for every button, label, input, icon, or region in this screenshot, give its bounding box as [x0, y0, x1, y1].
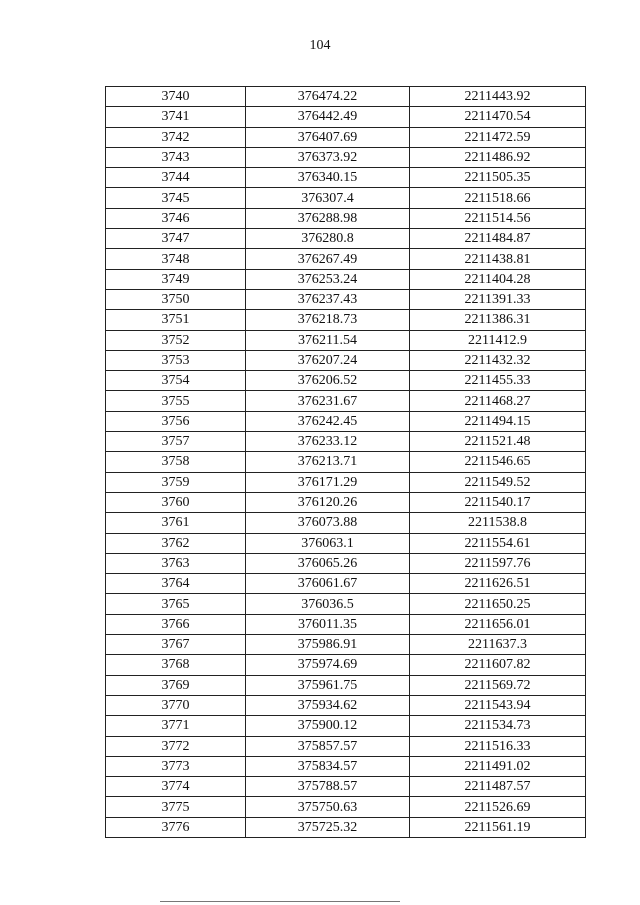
- x-coordinate-cell: 376011.35: [246, 614, 410, 634]
- point-number-cell: 3766: [106, 614, 246, 634]
- y-coordinate-cell: 2211656.01: [410, 614, 586, 634]
- point-number-cell: 3753: [106, 350, 246, 370]
- x-coordinate-cell: 376061.67: [246, 574, 410, 594]
- y-coordinate-cell: 2211518.66: [410, 188, 586, 208]
- y-coordinate-cell: 2211438.81: [410, 249, 586, 269]
- point-number-cell: 3763: [106, 553, 246, 573]
- x-coordinate-cell: 376065.26: [246, 553, 410, 573]
- y-coordinate-cell: 2211546.65: [410, 452, 586, 472]
- x-coordinate-cell: 375834.57: [246, 756, 410, 776]
- table-row: [106, 513, 586, 533]
- table-row: [106, 350, 586, 370]
- x-coordinate-cell: 376211.54: [246, 330, 410, 350]
- table-row: [106, 371, 586, 391]
- table-row: [106, 797, 586, 817]
- x-coordinate-cell: 375750.63: [246, 797, 410, 817]
- x-coordinate-cell: 376280.8: [246, 229, 410, 249]
- x-coordinate-cell: 376233.12: [246, 432, 410, 452]
- point-number-cell: 3769: [106, 675, 246, 695]
- point-number-cell: 3741: [106, 107, 246, 127]
- table-row: [106, 452, 586, 472]
- point-number-cell: 3755: [106, 391, 246, 411]
- x-coordinate-cell: 376474.22: [246, 87, 410, 107]
- table-row: [106, 756, 586, 776]
- x-coordinate-cell: 376288.98: [246, 208, 410, 228]
- page-number: 104: [309, 38, 331, 53]
- table-row: [106, 107, 586, 127]
- x-coordinate-cell: 376267.49: [246, 249, 410, 269]
- point-number-cell: 3744: [106, 168, 246, 188]
- x-coordinate-cell: 376036.5: [246, 594, 410, 614]
- x-coordinate-cell: 376063.1: [246, 533, 410, 553]
- bottom-divider: [160, 901, 400, 902]
- table-row: [106, 635, 586, 655]
- table-row: [106, 574, 586, 594]
- table-row: [106, 533, 586, 553]
- point-number-cell: 3767: [106, 635, 246, 655]
- y-coordinate-cell: 2211561.19: [410, 817, 586, 837]
- x-coordinate-cell: 376213.71: [246, 452, 410, 472]
- point-number-cell: 3745: [106, 188, 246, 208]
- y-coordinate-cell: 2211432.32: [410, 350, 586, 370]
- table-row: [106, 188, 586, 208]
- y-coordinate-cell: 2211540.17: [410, 492, 586, 512]
- point-number-cell: 3742: [106, 127, 246, 147]
- table-row: [106, 614, 586, 634]
- point-number-cell: 3746: [106, 208, 246, 228]
- point-number-cell: 3752: [106, 330, 246, 350]
- table-row: [106, 269, 586, 289]
- point-number-cell: 3775: [106, 797, 246, 817]
- y-coordinate-cell: 2211514.56: [410, 208, 586, 228]
- coordinates-table-body: [106, 87, 586, 838]
- point-number-cell: 3750: [106, 289, 246, 309]
- table-row: [106, 553, 586, 573]
- point-number-cell: 3759: [106, 472, 246, 492]
- point-number-cell: 3760: [106, 492, 246, 512]
- x-coordinate-cell: 375986.91: [246, 635, 410, 655]
- table-row: [106, 492, 586, 512]
- y-coordinate-cell: 2211569.72: [410, 675, 586, 695]
- x-coordinate-cell: 376242.45: [246, 411, 410, 431]
- x-coordinate-cell: 376340.15: [246, 168, 410, 188]
- point-number-cell: 3774: [106, 777, 246, 797]
- y-coordinate-cell: 2211521.48: [410, 432, 586, 452]
- point-number-cell: 3762: [106, 533, 246, 553]
- point-number-cell: 3776: [106, 817, 246, 837]
- point-number-cell: 3740: [106, 87, 246, 107]
- y-coordinate-cell: 2211597.76: [410, 553, 586, 573]
- x-coordinate-cell: 376231.67: [246, 391, 410, 411]
- table-row: [106, 168, 586, 188]
- y-coordinate-cell: 2211650.25: [410, 594, 586, 614]
- y-coordinate-cell: 2211505.35: [410, 168, 586, 188]
- x-coordinate-cell: 375788.57: [246, 777, 410, 797]
- table-row: [106, 472, 586, 492]
- point-number-cell: 3771: [106, 716, 246, 736]
- y-coordinate-cell: 2211386.31: [410, 310, 586, 330]
- point-number-cell: 3772: [106, 736, 246, 756]
- table-row: [106, 87, 586, 107]
- x-coordinate-cell: 376407.69: [246, 127, 410, 147]
- y-coordinate-cell: 2211554.61: [410, 533, 586, 553]
- point-number-cell: 3754: [106, 371, 246, 391]
- x-coordinate-cell: 376207.24: [246, 350, 410, 370]
- x-coordinate-cell: 376442.49: [246, 107, 410, 127]
- point-number-cell: 3761: [106, 513, 246, 533]
- y-coordinate-cell: 2211472.59: [410, 127, 586, 147]
- x-coordinate-cell: 376206.52: [246, 371, 410, 391]
- point-number-cell: 3747: [106, 229, 246, 249]
- y-coordinate-cell: 2211526.69: [410, 797, 586, 817]
- table-row: [106, 777, 586, 797]
- table-row: [106, 432, 586, 452]
- y-coordinate-cell: 2211494.15: [410, 411, 586, 431]
- x-coordinate-cell: 375961.75: [246, 675, 410, 695]
- x-coordinate-cell: 375974.69: [246, 655, 410, 675]
- x-coordinate-cell: 375857.57: [246, 736, 410, 756]
- x-coordinate-cell: 375934.62: [246, 695, 410, 715]
- y-coordinate-cell: 2211455.33: [410, 371, 586, 391]
- x-coordinate-cell: 376073.88: [246, 513, 410, 533]
- y-coordinate-cell: 2211484.87: [410, 229, 586, 249]
- table-row: [106, 147, 586, 167]
- x-coordinate-cell: 376373.92: [246, 147, 410, 167]
- y-coordinate-cell: 2211391.33: [410, 289, 586, 309]
- table-row: [106, 736, 586, 756]
- y-coordinate-cell: 2211534.73: [410, 716, 586, 736]
- x-coordinate-cell: 376307.4: [246, 188, 410, 208]
- point-number-cell: 3764: [106, 574, 246, 594]
- table-row: [106, 716, 586, 736]
- point-number-cell: 3751: [106, 310, 246, 330]
- table-row: [106, 695, 586, 715]
- x-coordinate-cell: 376218.73: [246, 310, 410, 330]
- x-coordinate-cell: 376237.43: [246, 289, 410, 309]
- point-number-cell: 3748: [106, 249, 246, 269]
- x-coordinate-cell: 375725.32: [246, 817, 410, 837]
- table-row: [106, 411, 586, 431]
- table-row: [106, 310, 586, 330]
- x-coordinate-cell: 376171.29: [246, 472, 410, 492]
- point-number-cell: 3749: [106, 269, 246, 289]
- point-number-cell: 3743: [106, 147, 246, 167]
- table-row: [106, 655, 586, 675]
- table-row: [106, 675, 586, 695]
- point-number-cell: 3757: [106, 432, 246, 452]
- coordinates-table: [105, 86, 586, 838]
- table-row: [106, 229, 586, 249]
- y-coordinate-cell: 2211549.52: [410, 472, 586, 492]
- point-number-cell: 3765: [106, 594, 246, 614]
- y-coordinate-cell: 2211538.8: [410, 513, 586, 533]
- x-coordinate-cell: 376120.26: [246, 492, 410, 512]
- table-row: [106, 817, 586, 837]
- y-coordinate-cell: 2211626.51: [410, 574, 586, 594]
- table-row: [106, 289, 586, 309]
- y-coordinate-cell: 2211486.92: [410, 147, 586, 167]
- y-coordinate-cell: 2211404.28: [410, 269, 586, 289]
- y-coordinate-cell: 2211412.9: [410, 330, 586, 350]
- point-number-cell: 3770: [106, 695, 246, 715]
- x-coordinate-cell: 375900.12: [246, 716, 410, 736]
- table-row: [106, 330, 586, 350]
- y-coordinate-cell: 2211543.94: [410, 695, 586, 715]
- table-row: [106, 391, 586, 411]
- point-number-cell: 3758: [106, 452, 246, 472]
- table-row: [106, 208, 586, 228]
- point-number-cell: 3773: [106, 756, 246, 776]
- table-row: [106, 127, 586, 147]
- y-coordinate-cell: 2211468.27: [410, 391, 586, 411]
- y-coordinate-cell: 2211443.92: [410, 87, 586, 107]
- table-row: [106, 594, 586, 614]
- point-number-cell: 3756: [106, 411, 246, 431]
- y-coordinate-cell: 2211487.57: [410, 777, 586, 797]
- y-coordinate-cell: 2211470.54: [410, 107, 586, 127]
- y-coordinate-cell: 2211491.02: [410, 756, 586, 776]
- x-coordinate-cell: 376253.24: [246, 269, 410, 289]
- y-coordinate-cell: 2211637.3: [410, 635, 586, 655]
- y-coordinate-cell: 2211607.82: [410, 655, 586, 675]
- y-coordinate-cell: 2211516.33: [410, 736, 586, 756]
- table-row: [106, 249, 586, 269]
- point-number-cell: 3768: [106, 655, 246, 675]
